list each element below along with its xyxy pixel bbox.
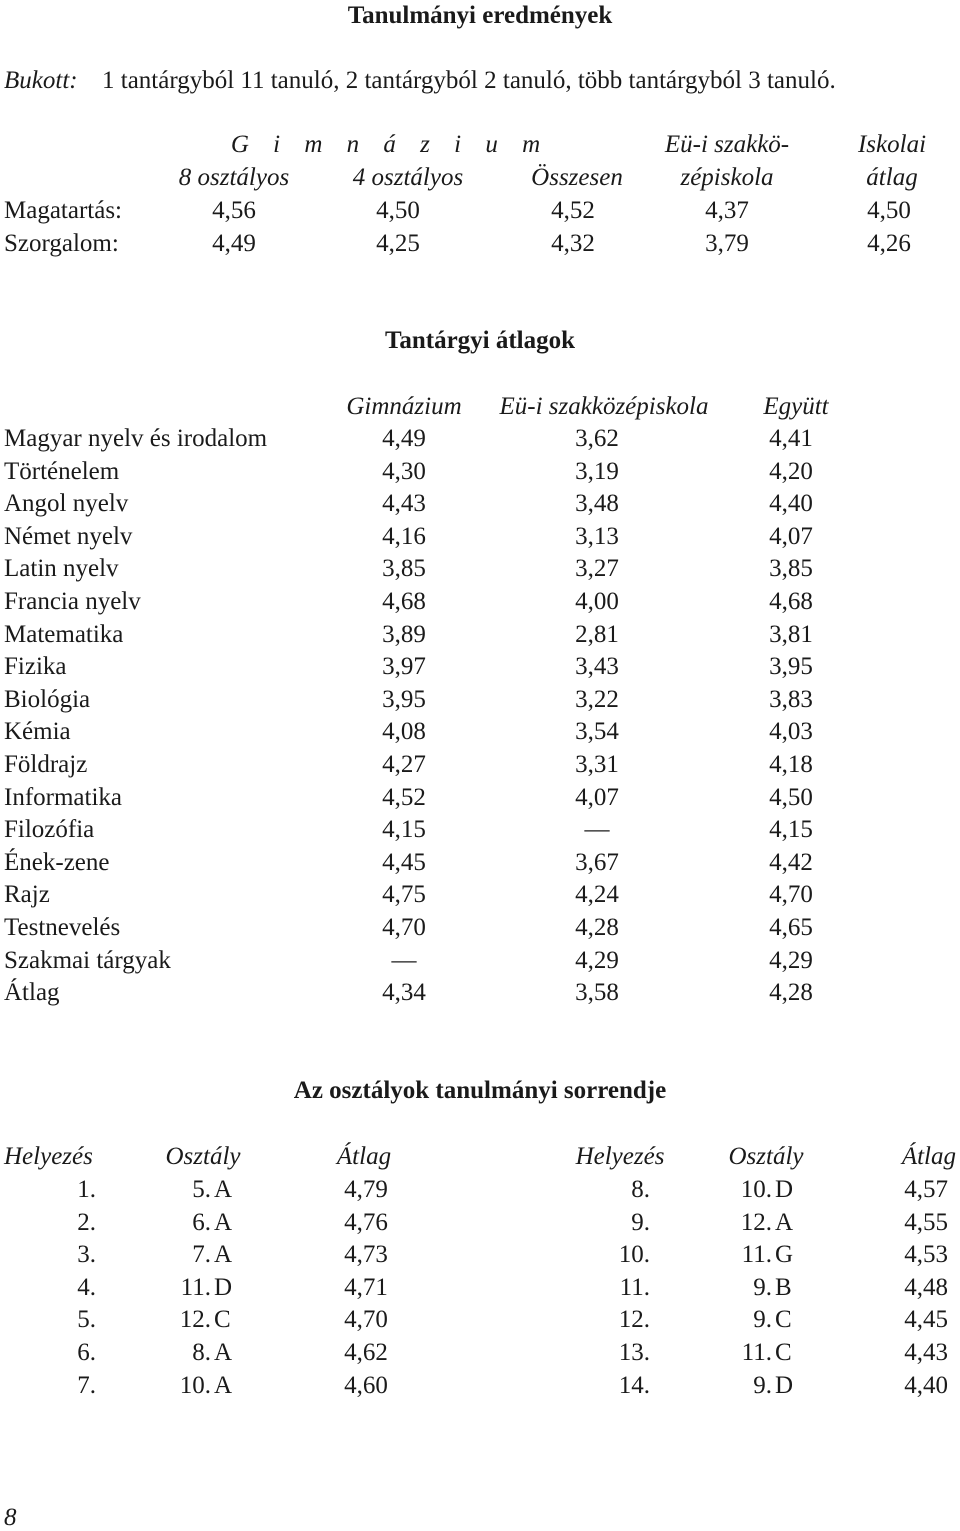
ranking-title: Az osztályok tanulmányi sorrendje <box>293 1077 667 1104</box>
ranking-class-letter: C <box>775 1339 792 1366</box>
cell-value: 4,52 <box>551 197 595 224</box>
ranking-class-number: 11. <box>741 1241 772 1269</box>
subject-vocational-avg: 3,31 <box>575 751 619 778</box>
subject-together-avg: 4,40 <box>769 490 813 518</box>
subject-name: Kémia <box>4 718 71 746</box>
ranking-place: 5. <box>77 1306 96 1334</box>
subject-name: Szakmai tárgyak <box>4 946 171 974</box>
subject-together-avg: 4,41 <box>769 425 813 452</box>
subject-name: Testnevelés <box>4 914 121 941</box>
ranking-class-number: 12. <box>740 1208 772 1236</box>
subject-name: Fizika <box>4 653 67 681</box>
subject-together-avg: 4,20 <box>769 457 813 485</box>
subject-gymnasium-avg: 3,97 <box>382 653 426 681</box>
subject-vocational-avg: 3,58 <box>575 979 619 1007</box>
cell-value: 4,37 <box>705 197 749 224</box>
subject-together-avg: 4,15 <box>769 816 813 844</box>
subject-gymnasium-avg: 3,85 <box>382 555 426 583</box>
ranking-class-letter: C <box>775 1306 792 1334</box>
subject-together-avg: 3,95 <box>769 653 813 681</box>
subject-together-avg: 4,50 <box>769 783 813 811</box>
ranking-average: 4,62 <box>344 1339 388 1366</box>
ranking-class-number: 10. <box>740 1176 772 1203</box>
ranking-header-place-left: Helyezés <box>4 1143 93 1170</box>
ranking-class-letter: A <box>214 1339 233 1366</box>
ranking-class-number: 5. <box>192 1176 211 1203</box>
subject-gymnasium-avg: 3,89 <box>382 620 426 648</box>
subject-gymnasium-avg: 4,27 <box>382 751 426 778</box>
ranking-class-letter: A <box>214 1176 233 1203</box>
subject-together-avg: 3,85 <box>769 555 813 583</box>
ranking-class-number: 12. <box>179 1306 211 1334</box>
ranking-class-letter: B <box>775 1273 792 1301</box>
subject-gymnasium-avg: 3,95 <box>382 685 426 713</box>
ranking-average: 4,60 <box>344 1371 388 1399</box>
ranking-place: 7. <box>77 1371 96 1399</box>
subjects-header-vocational: Eü-i szakközépiskola <box>499 393 709 420</box>
ranking-average: 4,73 <box>344 1241 388 1269</box>
subject-together-avg: 4,68 <box>769 588 813 615</box>
subject-vocational-avg: 4,07 <box>575 783 619 811</box>
ranking-average: 4,57 <box>904 1176 948 1203</box>
school-header-top: Iskolai <box>857 131 927 158</box>
subject-together-avg: 4,03 <box>769 718 813 746</box>
row-label: Magatartás: <box>4 197 123 224</box>
ranking-header-class-left: Osztály <box>165 1143 241 1170</box>
ranking-place: 14. <box>618 1371 650 1399</box>
subject-vocational-avg: 3,13 <box>575 522 619 550</box>
subjects-title: Tantárgyi átlagok <box>384 327 576 354</box>
cell-value: 4,50 <box>376 197 420 224</box>
ranking-average: 4,45 <box>904 1306 948 1334</box>
subject-name: Történelem <box>4 457 120 485</box>
ranking-average: 4,48 <box>904 1273 948 1301</box>
subject-vocational-avg: 3,22 <box>575 685 619 713</box>
failed-text: 1 tantárgyból 11 tanuló, 2 tantárgyból 2 tanuló, több tantárgyból 3 tanuló. <box>102 67 836 94</box>
subject-vocational-avg: 3,27 <box>575 555 619 583</box>
vocational-header-top: Eü-i szakkö- <box>664 131 790 158</box>
cell-value: 4,49 <box>212 230 256 257</box>
subject-together-avg: 4,42 <box>769 848 813 876</box>
subject-name: Francia nyelv <box>4 588 141 615</box>
ranking-class-letter: A <box>214 1208 233 1236</box>
ranking-class-number: 9. <box>753 1273 772 1301</box>
subject-vocational-avg: 3,62 <box>575 425 619 452</box>
subject-vocational-avg: 2,81 <box>575 620 619 648</box>
subject-name: Angol nyelv <box>4 490 129 518</box>
ranking-average: 4,79 <box>344 1176 388 1203</box>
ranking-header-class-right: Osztály <box>728 1143 804 1170</box>
ranking-average: 4,76 <box>344 1208 388 1236</box>
subject-gymnasium-avg: — <box>391 946 417 974</box>
subject-together-avg: 4,65 <box>769 914 813 941</box>
col-header-vocational: zépiskola <box>680 164 774 191</box>
ranking-class-letter: D <box>775 1371 794 1399</box>
ranking-place: 9. <box>631 1208 650 1236</box>
col-header-school-avg: átlag <box>866 164 918 191</box>
subject-together-avg: 3,81 <box>769 620 813 648</box>
subject-vocational-avg: 4,24 <box>575 881 619 909</box>
subject-together-avg: 4,28 <box>769 979 813 1007</box>
subject-together-avg: 4,29 <box>769 946 813 974</box>
ranking-class-number: 8. <box>192 1339 211 1366</box>
subject-together-avg: 4,70 <box>769 881 813 909</box>
ranking-class-number: 11. <box>180 1273 211 1301</box>
ranking-class-number: 9. <box>753 1306 772 1334</box>
subject-vocational-avg: 4,28 <box>575 914 619 941</box>
ranking-place: 6. <box>77 1339 96 1366</box>
ranking-place: 8. <box>631 1176 650 1203</box>
ranking-average: 4,70 <box>344 1306 388 1334</box>
row-label: Szorgalom: <box>4 230 119 257</box>
subject-vocational-avg: 3,48 <box>575 490 619 518</box>
subject-gymnasium-avg: 4,43 <box>382 490 426 518</box>
subject-gymnasium-avg: 4,70 <box>382 914 426 941</box>
cell-value: 4,26 <box>867 230 911 257</box>
ranking-average: 4,40 <box>904 1371 948 1399</box>
subject-vocational-avg: 3,54 <box>575 718 619 746</box>
ranking-header-avg-left: Átlag <box>336 1143 392 1170</box>
ranking-place: 2. <box>77 1208 96 1236</box>
subject-name: Földrajz <box>4 751 88 778</box>
gymnasium-group-header: G i m n á z i u m <box>230 131 550 158</box>
ranking-class-number: 7. <box>192 1241 211 1269</box>
ranking-place: 4. <box>77 1273 96 1301</box>
failed-label: Bukott: <box>4 67 78 94</box>
ranking-header-avg-right: Átlag <box>901 1143 956 1170</box>
ranking-average: 4,55 <box>904 1208 948 1236</box>
cell-value: 4,50 <box>867 197 911 224</box>
subject-gymnasium-avg: 4,45 <box>382 848 426 876</box>
subjects-header-together: Együtt <box>763 393 829 420</box>
ranking-class-letter: G <box>775 1241 794 1269</box>
ranking-class-letter: C <box>214 1306 231 1334</box>
subject-name: Német nyelv <box>4 522 133 550</box>
cell-value: 4,32 <box>551 230 595 257</box>
subject-name: Magyar nyelv és irodalom <box>4 425 268 452</box>
subject-together-avg: 3,83 <box>769 685 813 713</box>
subject-name: Informatika <box>4 783 123 811</box>
subject-vocational-avg: 3,67 <box>575 848 619 876</box>
subject-vocational-avg: 4,00 <box>575 588 619 615</box>
ranking-class-letter: A <box>214 1241 233 1269</box>
subject-gymnasium-avg: 4,30 <box>382 457 426 485</box>
subjects-header-gymnasium: Gimnázium <box>346 393 462 420</box>
ranking-average: 4,43 <box>904 1339 948 1366</box>
ranking-place: 13. <box>618 1339 650 1366</box>
ranking-place: 11. <box>619 1273 650 1301</box>
subject-gymnasium-avg: 4,15 <box>382 816 426 844</box>
cell-value: 4,25 <box>376 230 420 257</box>
ranking-place: 3. <box>77 1241 96 1269</box>
subject-gymnasium-avg: 4,49 <box>382 425 426 452</box>
subject-gymnasium-avg: 4,08 <box>382 718 426 746</box>
subject-vocational-avg: 4,29 <box>575 946 619 974</box>
ranking-place: 12. <box>618 1306 650 1334</box>
ranking-average: 4,53 <box>904 1241 948 1269</box>
col-header-total: Összesen <box>531 164 623 191</box>
subject-gymnasium-avg: 4,52 <box>382 783 426 811</box>
ranking-class-letter: D <box>775 1176 794 1203</box>
subject-together-avg: 4,07 <box>769 522 813 550</box>
ranking-header-place-right: Helyezés <box>575 1143 665 1170</box>
cell-value: 3,79 <box>705 230 749 257</box>
subject-name: Ének-zene <box>4 848 110 876</box>
subject-gymnasium-avg: 4,16 <box>382 522 426 550</box>
subject-together-avg: 4,18 <box>769 751 813 778</box>
page-title: Tanulmányi eredmények <box>347 2 613 29</box>
subject-gymnasium-avg: 4,68 <box>382 588 426 615</box>
subject-name: Filozófia <box>4 816 95 844</box>
cell-value: 4,56 <box>212 197 256 224</box>
page-number: 8 <box>4 1504 17 1531</box>
ranking-class-number: 10. <box>179 1371 211 1399</box>
ranking-class-letter: D <box>214 1273 233 1301</box>
subject-gymnasium-avg: 4,75 <box>382 881 426 909</box>
subject-vocational-avg: — <box>584 816 610 844</box>
subject-name: Átlag <box>4 979 60 1007</box>
subject-name: Biológia <box>4 685 91 713</box>
subject-name: Latin nyelv <box>4 555 119 583</box>
ranking-place: 10. <box>618 1241 650 1269</box>
ranking-place: 1. <box>77 1176 96 1203</box>
ranking-class-letter: A <box>775 1208 794 1236</box>
subject-name: Rajz <box>4 881 50 909</box>
ranking-class-number: 9. <box>753 1371 772 1399</box>
subject-vocational-avg: 3,43 <box>575 653 619 681</box>
ranking-class-number: 11. <box>741 1339 772 1366</box>
subject-gymnasium-avg: 4,34 <box>382 979 426 1007</box>
subject-vocational-avg: 3,19 <box>575 457 619 485</box>
ranking-class-number: 6. <box>192 1208 211 1236</box>
col-header-8-years: 8 osztályos <box>178 164 290 191</box>
subject-name: Matematika <box>4 620 124 648</box>
col-header-4-years: 4 osztályos <box>352 164 464 191</box>
ranking-average: 4,71 <box>344 1273 388 1301</box>
ranking-class-letter: A <box>214 1371 233 1399</box>
